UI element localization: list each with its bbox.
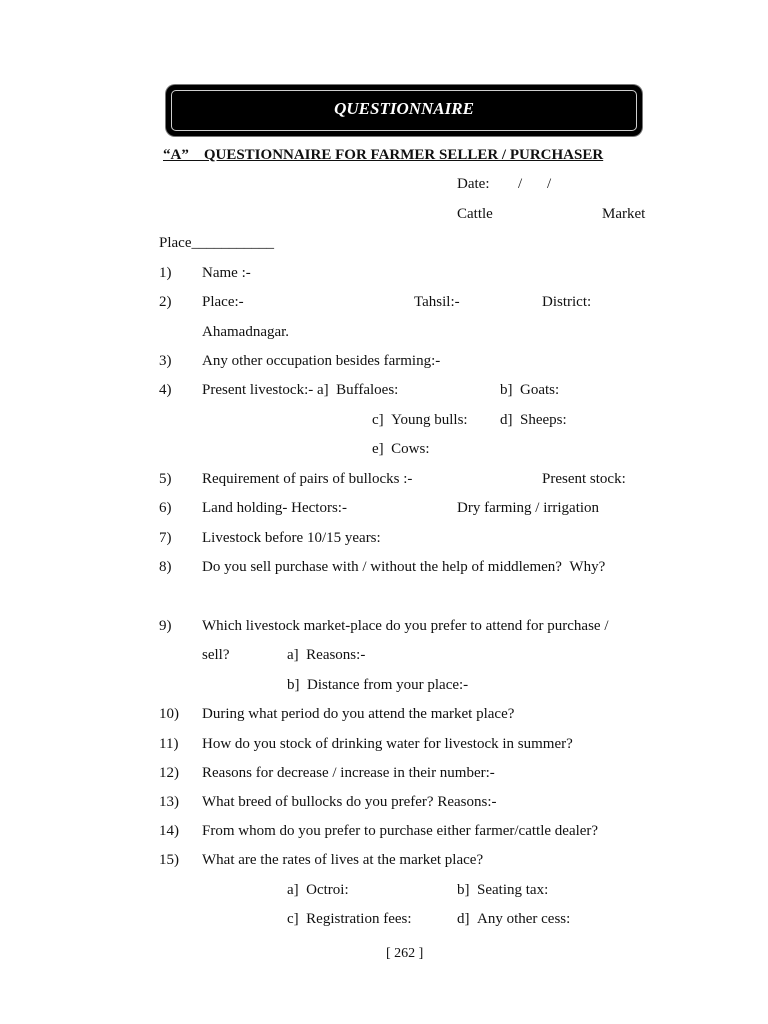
title-banner	[168, 87, 640, 134]
question-subitem: c] Young bulls:	[372, 412, 468, 428]
question-subitem: c] Registration fees:	[287, 911, 412, 927]
question-subitem: d] Any other cess:	[457, 911, 571, 927]
question-text: Requirement of pairs of bullocks :-	[202, 471, 413, 487]
page-number: [ 262 ]	[386, 946, 424, 961]
question-text: What breed of bullocks do you prefer? Reasons:-	[202, 794, 497, 810]
question-number: 1)	[159, 265, 172, 281]
question-number: 12)	[159, 765, 179, 781]
banner-title: QUESTIONNAIRE	[334, 99, 474, 118]
question-text: How do you stock of drinking water for livestock in summer?	[202, 736, 573, 752]
question-text: Land holding- Hectors:-	[202, 500, 347, 516]
question-subitem: e] Cows:	[372, 441, 430, 457]
question-subitem: d] Sheeps:	[500, 412, 567, 428]
question-text: During what period do you attend the market place?	[202, 706, 515, 722]
question-field: b] Goats:	[500, 382, 560, 398]
question-subitem: a] Reasons:-	[287, 647, 366, 663]
question-text: Livestock before 10/15 years:	[202, 530, 381, 546]
question-continuation: sell?	[202, 647, 230, 663]
question-text: Present livestock:- a] Buffaloes:	[202, 382, 399, 398]
question-number: 10)	[159, 706, 179, 722]
question-text: Which livestock market-place do you prefer to attend for purchase /	[202, 618, 609, 634]
question-text: From whom do you prefer to purchase either farmer/cattle dealer?	[202, 823, 599, 839]
questionnaire-heading: “A” QUESTIONNAIRE FOR FARMER SELLER / PURCHASER	[163, 147, 604, 163]
question-field: Present stock:	[542, 471, 626, 487]
question-text: Name :-	[202, 265, 251, 281]
question-text: Any other occupation besides farming:-	[202, 353, 441, 369]
date-label: Date:	[457, 176, 490, 192]
question-number: 4)	[159, 382, 172, 398]
market-line-left: Cattle	[457, 206, 493, 222]
question-number: 15)	[159, 852, 179, 868]
question-field: District:	[542, 294, 592, 310]
question-number: 13)	[159, 794, 179, 810]
question-number: 11)	[159, 736, 179, 752]
question-number: 14)	[159, 823, 179, 839]
question-subitem: b] Seating tax:	[457, 882, 549, 898]
question-field: Tahsil:-	[414, 294, 460, 310]
question-text: Do you sell purchase with / without the help of middlemen? Why?	[202, 559, 606, 575]
question-number: 5)	[159, 471, 172, 487]
question-number: 7)	[159, 530, 172, 546]
date-slash-2: /	[547, 176, 552, 192]
question-number: 6)	[159, 500, 172, 516]
question-text: What are the rates of lives at the market place?	[202, 852, 484, 868]
question-number: 3)	[159, 353, 172, 369]
place-line: Place___________	[159, 235, 274, 251]
question-continuation: Ahamadnagar.	[202, 324, 290, 340]
date-slash-1: /	[518, 176, 523, 192]
question-subitem: b] Distance from your place:-	[287, 677, 469, 693]
market-line-right: Market	[602, 206, 646, 222]
question-text: Place:-	[202, 294, 244, 310]
question-number: 8)	[159, 559, 172, 575]
question-field: Dry farming / irrigation	[457, 500, 600, 516]
question-number: 2)	[159, 294, 172, 310]
question-number: 9)	[159, 618, 172, 634]
question-text: Reasons for decrease / increase in their number:-	[202, 765, 495, 781]
question-subitem: a] Octroi:	[287, 882, 349, 898]
